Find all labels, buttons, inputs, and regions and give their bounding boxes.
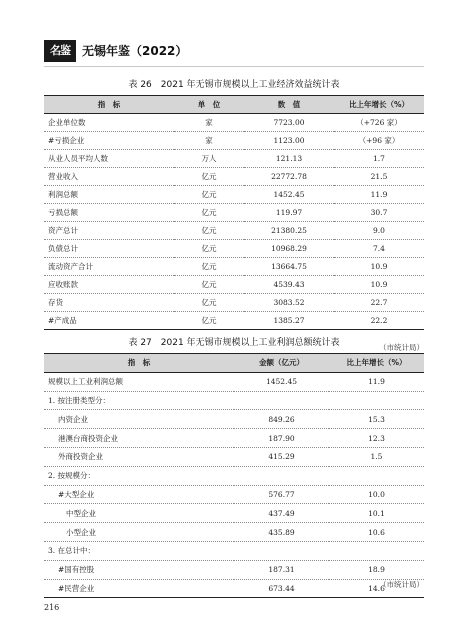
unit-cell: 亿元 [174, 258, 244, 276]
value-cell: 1385.27 [244, 312, 334, 330]
growth-cell: 1.5 [329, 447, 424, 466]
table-row [44, 391, 424, 410]
table-row [44, 372, 424, 391]
table-row [44, 312, 424, 330]
indicator-cell: 港澳台商投资企业 [44, 429, 234, 448]
value-cell: 121.13 [244, 150, 334, 168]
table1-col-unit: 单 位 [174, 96, 244, 114]
value-cell: 1123.00 [244, 132, 334, 150]
table1-source: （市统计局） [379, 343, 424, 352]
growth-cell: 14.6 [329, 579, 424, 598]
table2-col-indicator: 指 标 [44, 354, 234, 373]
table2-col-amount: 金额（亿元） [234, 354, 329, 373]
growth-cell: （+96 家） [334, 132, 424, 150]
indicator-cell: #民营企业 [44, 579, 234, 598]
amount-cell: 849.26 [234, 410, 329, 429]
value-cell: 13664.75 [244, 258, 334, 276]
table-row [44, 579, 424, 598]
indicator-cell: 负债总计 [44, 240, 174, 258]
table1-header-row [44, 96, 424, 114]
table-row [44, 485, 424, 504]
growth-cell: 10.9 [334, 258, 424, 276]
table-row [44, 186, 424, 204]
indicator-cell: #亏损企业 [44, 132, 174, 150]
header-divider [44, 66, 424, 67]
table-row [44, 523, 424, 542]
growth-cell: 12.3 [329, 429, 424, 448]
value-cell: 21380.25 [244, 222, 334, 240]
economic-benefit-table [44, 95, 424, 330]
table1-col-value: 数 值 [244, 96, 334, 114]
unit-cell: 亿元 [174, 204, 244, 222]
table2-col-growth: 比上年增长（%） [329, 354, 424, 373]
growth-cell: 18.9 [329, 560, 424, 579]
growth-cell: 10.9 [334, 276, 424, 294]
indicator-cell: 营业收入 [44, 168, 174, 186]
amount-cell: 187.31 [234, 560, 329, 579]
value-cell: 22772.78 [244, 168, 334, 186]
table-row [44, 240, 424, 258]
table2-header-row [44, 354, 424, 373]
amount-cell: 437.49 [234, 504, 329, 523]
growth-cell: 1.7 [334, 150, 424, 168]
growth-cell: 11.9 [334, 186, 424, 204]
unit-cell: 亿元 [174, 276, 244, 294]
table-row [44, 276, 424, 294]
amount-cell: 576.77 [234, 485, 329, 504]
indicator-cell: 企业单位数 [44, 114, 174, 132]
unit-cell: 亿元 [174, 240, 244, 258]
indicator-cell: #国有控股 [44, 560, 234, 579]
table1-title: 表 26 2021 年无锡市规模以上工业经济效益统计表 [128, 80, 340, 90]
page-number: 216 [44, 603, 60, 612]
table2-title: 表 27 2021 年无锡市规模以上工业利润总额统计表 [128, 338, 340, 348]
growth-cell: 9.0 [334, 222, 424, 240]
indicator-cell: 中型企业 [44, 504, 234, 523]
growth-cell: 10.6 [329, 523, 424, 542]
indicator-cell: 规模以上工业利润总额 [44, 372, 234, 391]
table-row [44, 114, 424, 132]
unit-cell: 亿元 [174, 222, 244, 240]
table-row [44, 222, 424, 240]
table-row [44, 504, 424, 523]
indicator-cell: 流动资产合计 [44, 258, 174, 276]
unit-cell: 万人 [174, 150, 244, 168]
table1-col-indicator: 指 标 [44, 96, 174, 114]
unit-cell: 亿元 [174, 294, 244, 312]
indicator-cell: #大型企业 [44, 485, 234, 504]
unit-cell: 亿元 [174, 186, 244, 204]
indicator-cell: #产成品 [44, 312, 174, 330]
growth-cell: （+726 家） [334, 114, 424, 132]
indicator-cell: 2. 按规模分： [44, 466, 234, 485]
value-cell: 7723.00 [244, 114, 334, 132]
growth-cell: 10.1 [329, 504, 424, 523]
page-header [0, 40, 468, 70]
growth-cell: 10.0 [329, 485, 424, 504]
amount-cell: 415.29 [234, 447, 329, 466]
indicator-cell: 外商投资企业 [44, 447, 234, 466]
yearbook-logo: 名鉴 [44, 40, 76, 62]
table1-col-growth: 比上年增长（%） [334, 96, 424, 114]
table-row [44, 132, 424, 150]
table-row [44, 429, 424, 448]
indicator-cell: 存货 [44, 294, 174, 312]
value-cell: 10968.29 [244, 240, 334, 258]
value-cell: 119.97 [244, 204, 334, 222]
indicator-cell: 利润总额 [44, 186, 174, 204]
table-row [44, 447, 424, 466]
table-row [44, 541, 424, 560]
indicator-cell: 3. 在总计中： [44, 541, 234, 560]
table-row [44, 560, 424, 579]
growth-cell: 22.7 [334, 294, 424, 312]
table2-source: （市统计局） [379, 580, 424, 589]
table-row [44, 258, 424, 276]
profit-total-table [44, 353, 424, 598]
growth-cell: 22.2 [334, 312, 424, 330]
indicator-cell: 从业人员平均人数 [44, 150, 174, 168]
unit-cell: 亿元 [174, 168, 244, 186]
growth-cell [329, 466, 424, 485]
indicator-cell: 内资企业 [44, 410, 234, 429]
unit-cell: 家 [174, 114, 244, 132]
growth-cell: 15.3 [329, 410, 424, 429]
indicator-cell: 小型企业 [44, 523, 234, 542]
amount-cell: 673.44 [234, 579, 329, 598]
amount-cell [234, 541, 329, 560]
growth-cell: 7.4 [334, 240, 424, 258]
table-row [44, 410, 424, 429]
growth-cell [329, 541, 424, 560]
indicator-cell: 亏损总额 [44, 204, 174, 222]
amount-cell [234, 391, 329, 410]
value-cell: 4539.43 [244, 276, 334, 294]
table-row [44, 150, 424, 168]
growth-cell [329, 391, 424, 410]
unit-cell: 亿元 [174, 312, 244, 330]
table-row [44, 466, 424, 485]
amount-cell: 1452.45 [234, 372, 329, 391]
indicator-cell: 1. 按注册类型分： [44, 391, 234, 410]
unit-cell: 家 [174, 132, 244, 150]
value-cell: 3083.52 [244, 294, 334, 312]
amount-cell: 187.90 [234, 429, 329, 448]
amount-cell: 435.89 [234, 523, 329, 542]
amount-cell [234, 466, 329, 485]
value-cell: 1452.45 [244, 186, 334, 204]
growth-cell: 21.5 [334, 168, 424, 186]
indicator-cell: 应收账款 [44, 276, 174, 294]
table-row [44, 204, 424, 222]
table-row [44, 294, 424, 312]
table-row [44, 168, 424, 186]
growth-cell: 30.7 [334, 204, 424, 222]
book-title: 无锡年鉴（2022） [82, 44, 188, 58]
indicator-cell: 资产总计 [44, 222, 174, 240]
growth-cell: 11.9 [329, 372, 424, 391]
